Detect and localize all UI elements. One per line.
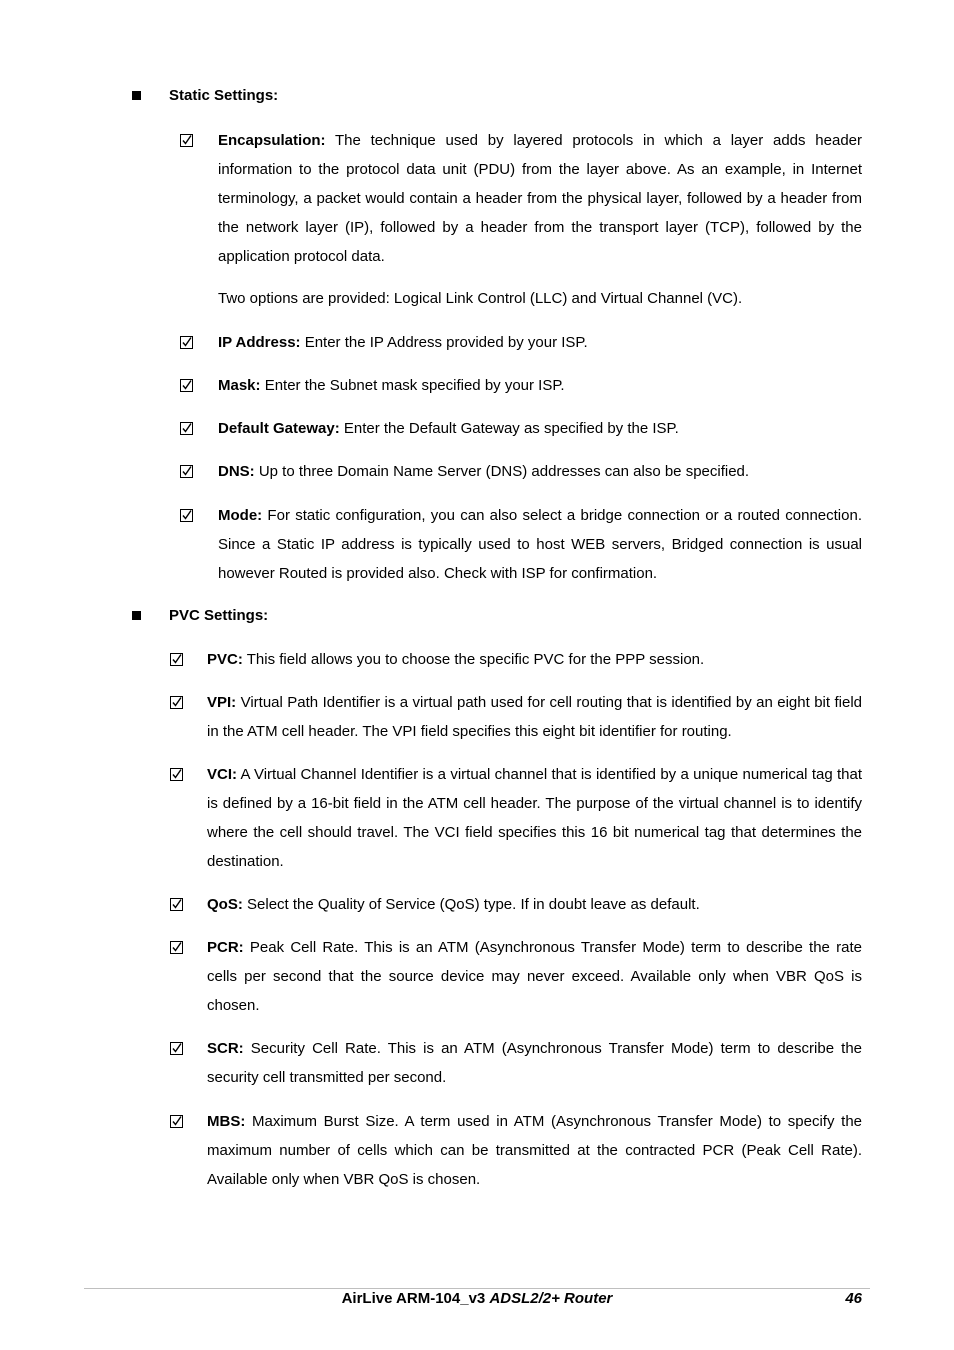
footer-product-title: AirLive ARM-104_v3 ADSL2/2+ Router <box>341 1290 613 1307</box>
list-item-encapsulation: Encapsulation: The technique used by layered protocols in which a layer adds header information to the protocol data unit (PDU) from the layer above. As an example, in Internet terminology, a packet would contain a header from the physical layer, followed by a header from the network layer (IP), followed by a header from the transport layer (TCP), followed by the application protocol data. <box>218 132 862 265</box>
square-bullet-icon <box>132 611 141 620</box>
list-item-pcr: PCR: Peak Cell Rate. This is an ATM (Asynchronous Transfer Mode) term to describe the rate cells per second that the source device may never exceed. Available only when VBR QoS is chosen. <box>207 939 862 1014</box>
checkbox-icon <box>180 509 193 522</box>
list-item-mask: Mask: Enter the Subnet mask specified by your ISP. <box>218 377 565 394</box>
square-bullet-icon <box>132 91 141 100</box>
list-item-scr: SCR: Security Cell Rate. This is an ATM (Asynchronous Transfer Mode) term to describe the security cell transmitted per second. <box>207 1040 862 1086</box>
checkbox-icon <box>180 422 193 435</box>
list-item-qos: QoS: Select the Quality of Service (QoS) type. If in doubt leave as default. <box>207 896 700 913</box>
checkbox-icon <box>180 134 193 147</box>
checkbox-icon <box>180 336 193 349</box>
list-item-dns: DNS: Up to three Domain Name Server (DNS) addresses can also be specified. <box>218 463 750 480</box>
list-item-vci: VCI: A Virtual Channel Identifier is a virtual channel that is identified by a unique numerical tag that is defined by a 16-bit field in the ATM cell header. The purpose of the virtual channel is to identify where the cell should travel. The VCI field specifies this 16 bit numerical tag that determines the destination. <box>207 766 862 870</box>
list-item-vpi: VPI: Virtual Path Identifier is a virtual path used for cell routing that is identified by an eight bit field in the ATM cell header. The VPI field specifies this eight bit identifier for routing. <box>207 694 862 740</box>
checkbox-icon <box>170 1115 183 1128</box>
checkbox-icon <box>170 768 183 781</box>
list-item-ip-address: IP Address: Enter the IP Address provided by your ISP. <box>218 334 588 351</box>
section-heading-pvc-settings <box>132 606 268 626</box>
section-heading-static-settings <box>132 86 278 106</box>
checkbox-icon <box>170 941 183 954</box>
list-item-mbs: MBS: Maximum Burst Size. A term used in ATM (Asynchronous Transfer Mode) to specify the maximum number of cells which can be transmitted at the contracted PCR (Peak Cell Rate). Available only when VBR QoS is chosen. <box>207 1113 862 1188</box>
checkbox-icon <box>180 379 193 392</box>
section-title: PVC Settings: <box>169 607 269 624</box>
checkbox-icon <box>170 1042 183 1055</box>
section-title: Static Settings: <box>169 87 279 104</box>
page-number: 46 <box>845 1290 862 1307</box>
list-item-pvc: PVC: This field allows you to choose the specific PVC for the PPP session. <box>207 651 705 668</box>
checkbox-icon <box>170 653 183 666</box>
checkbox-icon <box>170 696 183 709</box>
list-item-mode: Mode: For static configuration, you can also select a bridge connection or a routed connection. Since a Static IP address is typically used to host WEB servers, Bridged connection is usual however Routed is provided also. Check with ISP for confirmation. <box>218 507 862 582</box>
checkbox-icon <box>180 465 193 478</box>
list-item-default-gateway: Default Gateway: Enter the Default Gateway as specified by the ISP. <box>218 420 679 437</box>
encapsulation-options-note: Two options are provided: Logical Link Control (LLC) and Virtual Channel (VC). <box>218 290 743 307</box>
checkbox-icon <box>170 898 183 911</box>
